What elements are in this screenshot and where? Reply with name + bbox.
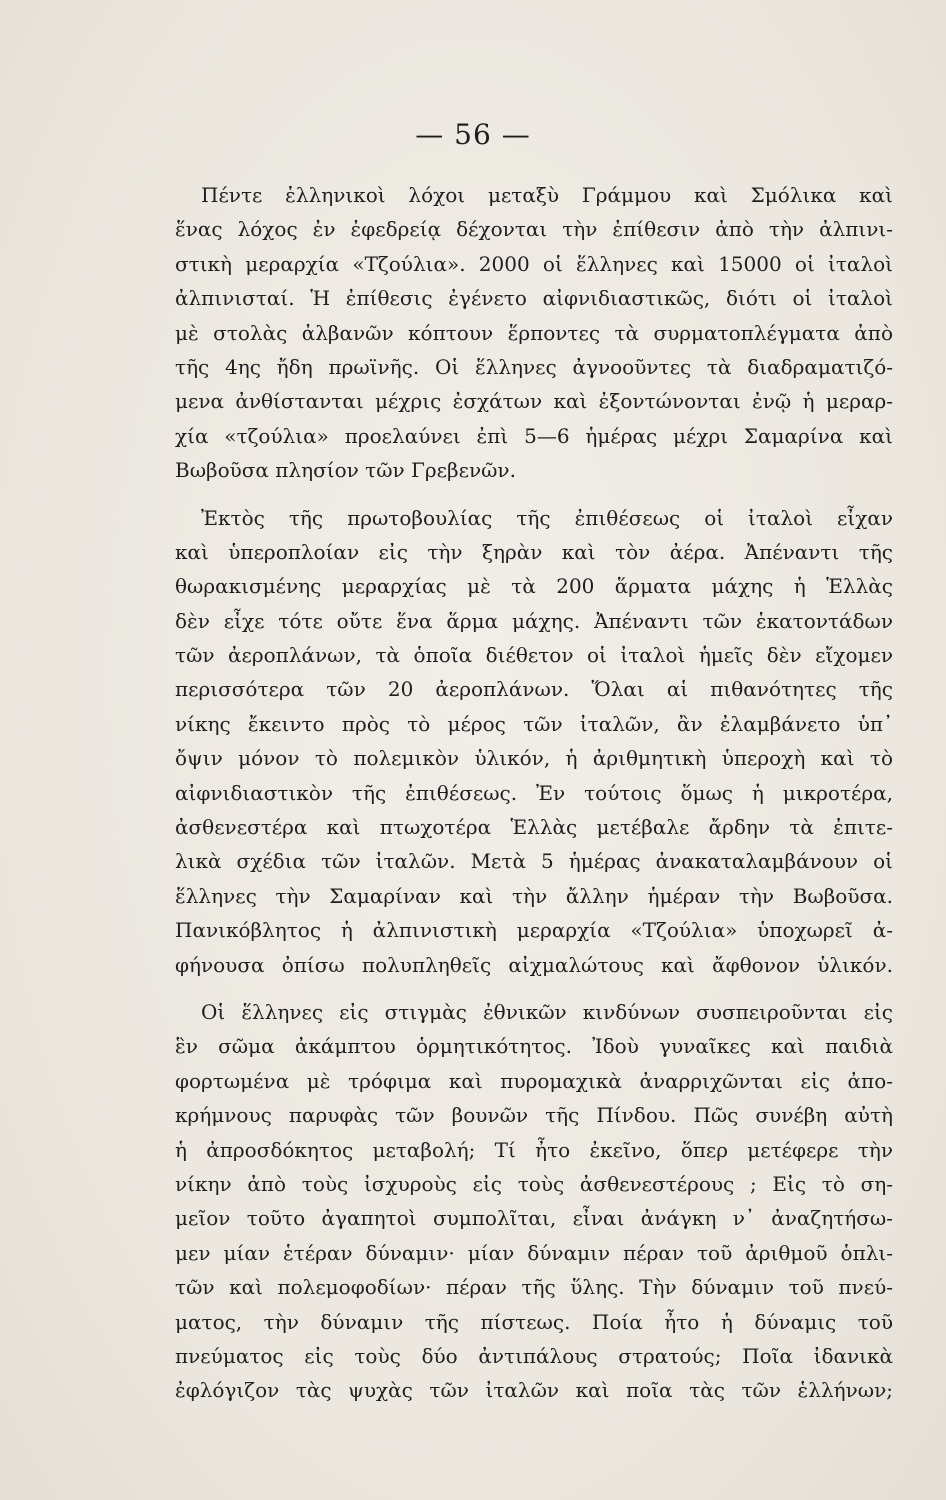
text-line: φήνουσα ὀπίσω πολυπληθεῖς αἰχμαλώτους καὶ ἄφθονον ὑλικόν.: [175, 952, 893, 977]
text-line: θωρακισμένης μεραρχίας μὲ τὰ 200 ἅρματα μάχης ἡ Ἑλλὰς: [175, 574, 893, 599]
text-line: ἕλληνες τὴν Σαμαρίναν καὶ τὴν ἄλλην ἡμέραν τὴν Βωβοῦσα.: [175, 883, 893, 908]
text-line: καὶ ὑπεροπλοίαν εἰς τὴν ξηρὰν καὶ τὸν ἀέρα. Ἀπέναντι τῆς: [175, 539, 893, 564]
text-line: αἰφνιδιαστικὸν τῆς ἐπιθέσεως. Ἐν τούτοις ὅμως ἡ μικροτέρα,: [175, 780, 893, 805]
text-line: μενα ἀνθίστανται μέχρις ἐσχάτων καὶ ἐξοντώνονται ἐνῷ ἡ μεραρ-: [175, 389, 893, 414]
text-line: ἀλπινισταί. Ἡ ἐπίθεσις ἐγένετο αἰφνιδιαστικῶς, διότι οἱ ἰταλοὶ: [175, 286, 893, 311]
text-line: χία «τζούλια» προελαύνει ἐπὶ 5—6 ἡμέρας μέχρι Σαμαρίνα καὶ: [175, 423, 893, 448]
page-number: — 56 —: [415, 118, 531, 151]
text-line: περισσότερα τῶν 20 ἀεροπλάνων. Ὅλαι αἱ πιθανότητες τῆς: [175, 677, 893, 702]
text-line: μὲ στολὰς ἀλβανῶν κόπτουν ἕρποντες τὰ συρματοπλέγματα ἀπὸ: [175, 320, 893, 345]
text-line: πνεύματος εἰς τοὺς δύο ἀντιπάλους στρατούς; Ποῖα ἰδανικὰ: [175, 1343, 893, 1368]
paragraph-2: [175, 501, 893, 982]
text-line: νίκην ἀπὸ τοὺς ἰσχυροὺς εἰς τοὺς ἀσθενεστέρους ; Εἰς τὸ ση-: [175, 1171, 893, 1196]
text-line: δὲν εἶχε τότε οὔτε ἕνα ἅρμα μάχης. Ἀπέναντι τῶν ἑκατοντάδων: [175, 608, 893, 633]
text-line: τῶν ἀεροπλάνων, τὰ ὁποῖα διέθετον οἱ ἰταλοὶ ἡμεῖς δὲν εἴχομεν: [175, 643, 893, 668]
text-line: ἕνας λόχος ἐν ἐφεδρείᾳ δέχονται τὴν ἐπίθεσιν ἀπὸ τὴν ἀλπινι-: [175, 217, 893, 242]
paragraph-3: [175, 995, 893, 1408]
text-line: Πανικόβλητος ἡ ἀλπινιστικὴ μεραρχία «Τζούλια» ὑποχωρεῖ ἀ-: [175, 918, 893, 943]
text-line: ἡ ἀπροσδόκητος μεταβολή; Τί ἦτο ἐκεῖνο, ὅπερ μετέφερε τὴν: [175, 1137, 893, 1162]
text-line: ἀσθενεστέρα καὶ πτωχοτέρα Ἑλλὰς μετέβαλε ἄρδην τὰ ἐπιτε-: [175, 815, 893, 840]
text-line: Πέντε ἑλληνικοὶ λόχοι μεταξὺ Γράμμου καὶ Σμόλικα καὶ: [201, 183, 893, 207]
text-line: Βωβοῦσα πλησίον τῶν Γρεβενῶν.: [175, 458, 516, 483]
text-line: λικὰ σχέδια τῶν ἰταλῶν. Μετὰ 5 ἡμέρας ἀνακαταλαμβάνουν οἱ: [175, 849, 893, 874]
text-line: ὄψιν μόνον τὸ πολεμικὸν ὑλικόν, ἡ ἀριθμητικὴ ὑπεροχὴ καὶ τὸ: [175, 746, 893, 771]
text-line: ματος, τὴν δύναμιν τῆς πίστεως. Ποία ἦτο ἡ δύναμις τοῦ: [175, 1309, 893, 1334]
text-line: κρήμνους παρυφὰς τῶν βουνῶν τῆς Πίνδου. Πῶς συνέβη αὐτὴ: [175, 1103, 893, 1128]
body-text: [175, 178, 893, 1408]
text-line: μεν μίαν ἑτέραν δύναμιν· μίαν δύναμιν πέραν τοῦ ἀριθμοῦ ὁπλι-: [175, 1240, 893, 1265]
text-line: ἓν σῶμα ἀκάμπτου ὁρμητικότητος. Ἰδοὺ γυναῖκες καὶ παιδιὰ: [175, 1034, 893, 1059]
text-line: ἐφλόγιζον τὰς ψυχὰς τῶν ἰταλῶν καὶ ποῖα τὰς τῶν ἑλλήνων;: [175, 1378, 893, 1403]
text-line: Οἱ ἕλληνες εἰς στιγμὰς ἐθνικῶν κινδύνων συσπειροῦνται εἰς: [201, 999, 893, 1024]
text-line: Ἐκτὸς τῆς πρωτοβουλίας τῆς ἐπιθέσεως οἱ ἰταλοὶ εἶχαν: [201, 505, 893, 530]
text-line: τῆς 4ης ἤδη πρωϊνῆς. Οἱ ἕλληνες ἀγνοοῦντες τὰ διαδραματιζό-: [175, 354, 893, 379]
text-line: τῶν καὶ πολεμοφοδίων· πέραν τῆς ὕλης. Τὴν δύναμιν τοῦ πνεύ-: [175, 1275, 893, 1300]
paragraph-1: [175, 178, 893, 488]
text-line: στικὴ μεραρχία «Τζούλια». 2000 οἱ ἕλληνες καὶ 15000 οἱ ἰταλοὶ: [175, 251, 893, 276]
text-line: μεῖον τοῦτο ἀγαπητοὶ συμπολῖται, εἶναι ἀνάγκη ν᾽ ἀναζητήσω-: [175, 1206, 893, 1231]
text-line: νίκης ἔκειντο πρὸς τὸ μέρος τῶν ἰταλῶν, ἂν ἐλαμβάνετο ὑπ᾽: [175, 711, 893, 736]
text-line: φορτωμένα μὲ τρόφιμα καὶ πυρομαχικὰ ἀναρριχῶνται εἰς ἀπο-: [175, 1068, 893, 1093]
